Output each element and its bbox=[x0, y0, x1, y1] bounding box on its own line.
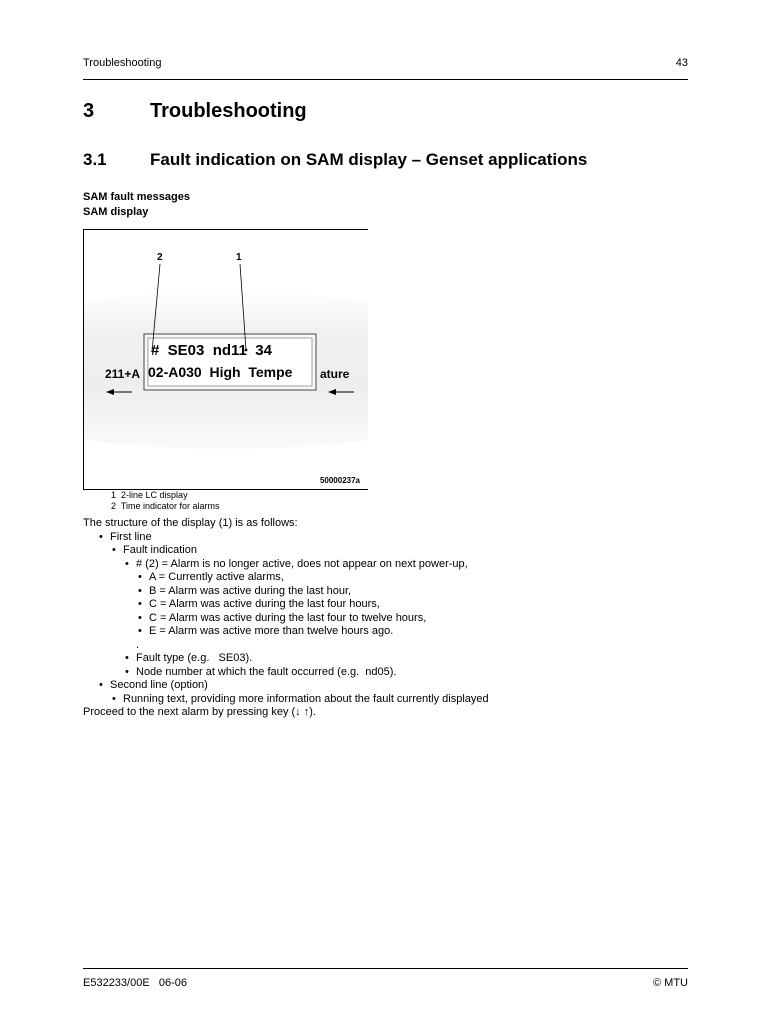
callout-1: 1 bbox=[236, 252, 242, 263]
fault-indication-sublist bbox=[125, 557, 688, 680]
side-text-right: ature bbox=[320, 367, 350, 381]
side-text-left: 211+A bbox=[105, 367, 141, 381]
list-item-hash: • # (2) = Alarm is no longer active, does not appear on next power-up, • A = Currently active alarms, • B = Alarm was active during the last hour, • C = Alarm was active during the last four hours, • C = Alarm was active during the last four to twelve hours, • E = Alarm was active more than twelve hours ago. bbox=[136, 558, 688, 639]
body-text bbox=[83, 517, 688, 720]
caption-2-text: Time indicator for alarms bbox=[120, 501, 220, 511]
list-item-alarm-a: • A = Currently active alarms, bbox=[138, 571, 284, 583]
figure-id: 50000237a bbox=[319, 476, 360, 485]
document-number: E532233/00E 06-06 bbox=[83, 977, 187, 989]
lcd-line-1: # SE03 nd11 34 bbox=[151, 342, 272, 359]
footer-rule bbox=[83, 968, 688, 969]
list-item-fault-indication: • Fault indication • # (2) = Alarm is no longer active, does not appear on next power-up, • A = Currently active alarms, • B = Alarm was active during the last hour, • C = Alarm was active during the last four hours, • C = Alarm was active during the last four to twelve hours, • E = Alarm was active more than twelve hours ago. . • Fault type (e.g. SE03). • Node number at which the fault occurred (e.g. nd05). bbox=[123, 544, 688, 679]
first-line-sublist bbox=[112, 544, 688, 679]
section-number: 3.1 bbox=[83, 150, 107, 169]
list-item-second-line: • Second line (option) • Running text, providing more information about the fault currently displayed bbox=[110, 679, 688, 706]
list-item-alarm-c: • C = Alarm was active during the last four hours, bbox=[138, 598, 380, 610]
sam-display-illustration bbox=[84, 230, 368, 489]
caption-1-text: 2-line LC display bbox=[121, 490, 188, 500]
second-line-sublist bbox=[112, 692, 688, 707]
chapter-title: Troubleshooting bbox=[150, 100, 307, 122]
list-item-alarm-e: • E = Alarm was active more than twelve hours ago. bbox=[138, 625, 394, 637]
caption-1 bbox=[111, 490, 188, 500]
label-sam-fault-messages: SAM fault messages bbox=[83, 191, 190, 203]
caption-2-number: 2 bbox=[111, 501, 117, 511]
chapter-number: 3 bbox=[83, 100, 95, 122]
page-number: 43 bbox=[675, 57, 688, 69]
caption-1-number: 1 bbox=[111, 490, 117, 500]
lcd-line-2: 02-A030 High Tempe bbox=[148, 364, 293, 380]
section-title: Fault indication on SAM display – Genset applications bbox=[150, 150, 588, 169]
caption-2 bbox=[111, 501, 220, 511]
intro-paragraph: The structure of the display (1) is as follows: bbox=[83, 517, 298, 529]
list-item-node-number: • Node number at which the fault occurred (e.g. nd05). bbox=[125, 665, 397, 678]
sam-display-figure bbox=[83, 229, 368, 490]
list-item-alarm-b: • B = Alarm was active during the last hour, bbox=[138, 584, 352, 597]
structure-list bbox=[99, 530, 688, 707]
list-item-fault-type: • Fault type (e.g. SE03). bbox=[125, 652, 253, 664]
alarm-time-sublist bbox=[138, 571, 688, 639]
list-item-running-text: • Running text, providing more information about the fault currently displayed bbox=[112, 692, 489, 705]
proceed-paragraph: Proceed to the next alarm by pressing key (↓ ↑). bbox=[83, 706, 316, 718]
callout-2: 2 bbox=[157, 252, 163, 263]
label-sam-display: SAM display bbox=[83, 206, 149, 218]
list-item-first-line: • First line • Fault indication • # (2) = Alarm is no longer active, does not appear on next power-up, • A = Currently active alarms, • B = Alarm was active during the last hour, • C = Alarm was active during the last four hours, • C = Alarm was active during the last four to twelve hours, • E = Alarm was active more than twelve hours ago. . • Fault type (e.g. SE03). • Node number at which the fault occurred (e.g. nd05). bbox=[110, 531, 688, 680]
list-item-alarm-c2: • C = Alarm was active during the last four to twelve hours, bbox=[138, 611, 427, 624]
copyright: © MTU bbox=[653, 977, 688, 989]
header-rule bbox=[83, 79, 688, 80]
list-item-dot: . bbox=[136, 638, 140, 651]
running-header: Troubleshooting bbox=[83, 57, 162, 69]
